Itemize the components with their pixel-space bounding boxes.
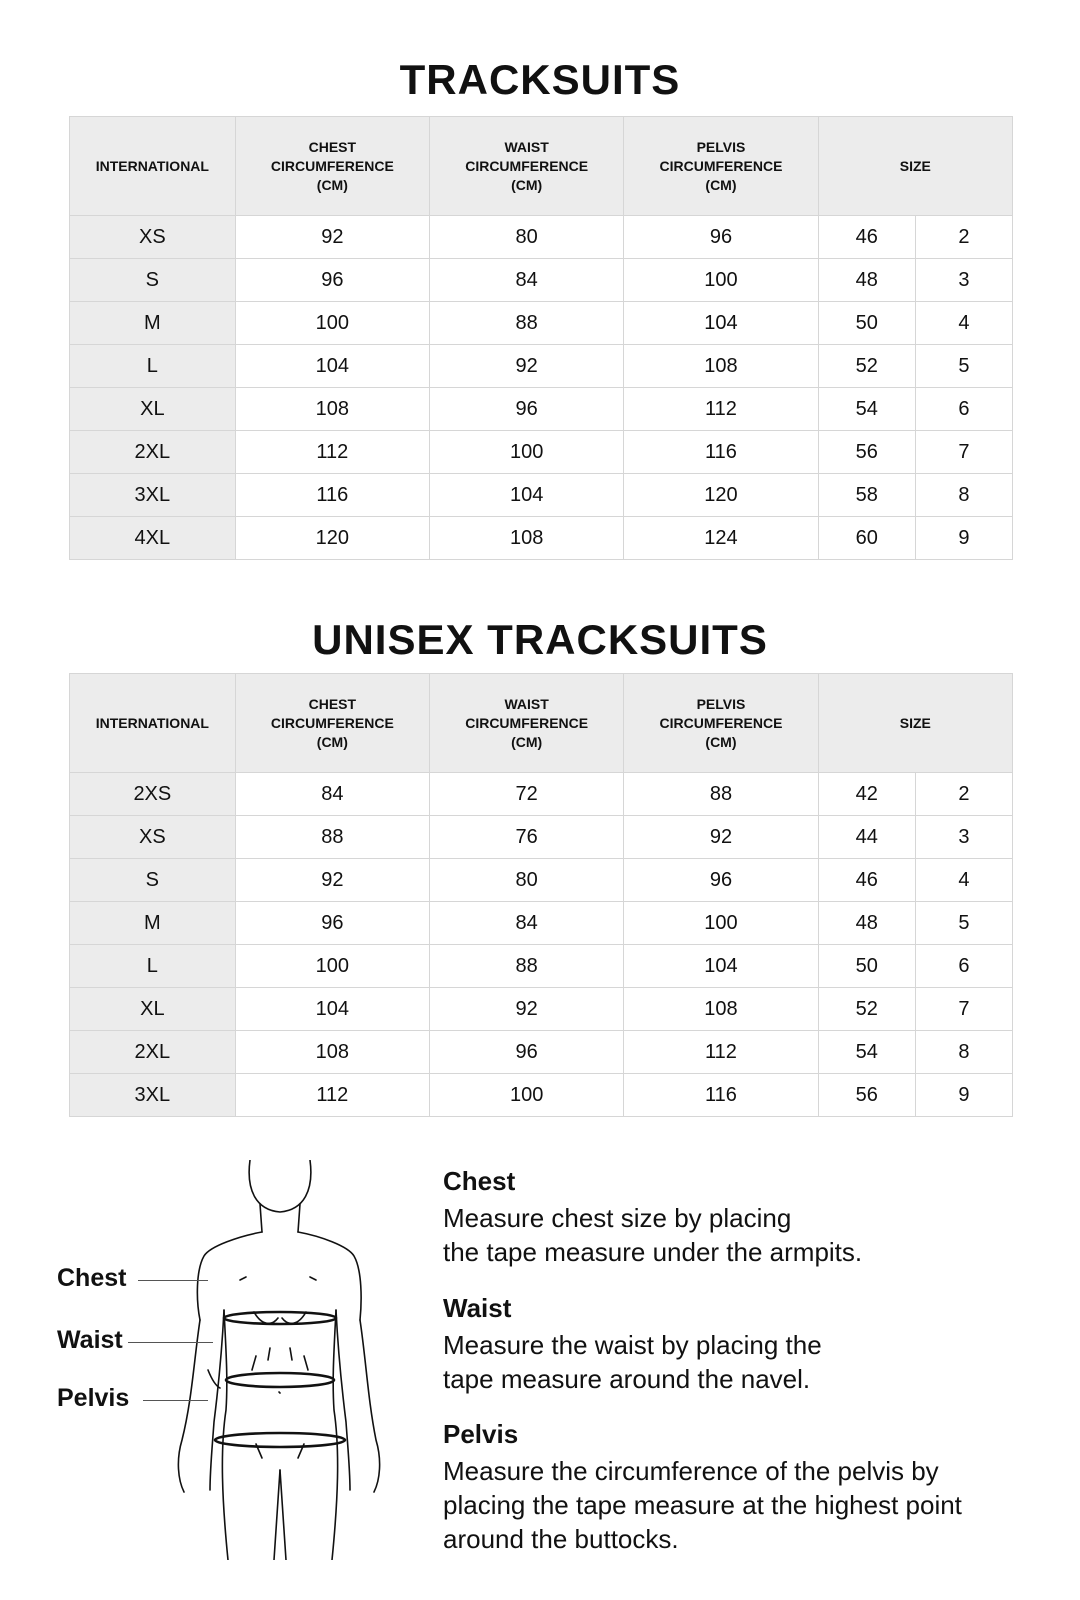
table-row <box>70 259 1013 302</box>
table-header-row <box>70 117 1013 216</box>
table-cell-size-b: 8 <box>915 1031 1012 1074</box>
table-cell-pelvis: 112 <box>624 1031 818 1074</box>
table-cell-chest: 104 <box>235 345 429 388</box>
table-cell-intl: XL <box>70 988 236 1031</box>
table-cell-waist: 72 <box>430 773 624 816</box>
table-cell-size-a: 48 <box>818 259 915 302</box>
table-cell-size-b: 7 <box>915 431 1012 474</box>
table-cell-intl: L <box>70 945 236 988</box>
table-cell-intl: L <box>70 345 236 388</box>
table-cell-pelvis: 88 <box>624 773 818 816</box>
table-row <box>70 945 1013 988</box>
table-cell-size-b: 6 <box>915 388 1012 431</box>
table-cell-chest: 88 <box>235 816 429 859</box>
table-cell-pelvis: 108 <box>624 988 818 1031</box>
table-cell-intl: 2XL <box>70 431 236 474</box>
table-cell-size-a: 54 <box>818 388 915 431</box>
figure-leader-chest <box>138 1280 208 1281</box>
table-cell-pelvis: 112 <box>624 388 818 431</box>
table-cell-waist: 88 <box>430 302 624 345</box>
table-cell-chest: 100 <box>235 302 429 345</box>
table-cell-pelvis: 100 <box>624 902 818 945</box>
table-row <box>70 859 1013 902</box>
figure-leader-waist <box>128 1342 213 1343</box>
table-cell-intl: XS <box>70 216 236 259</box>
table-cell-size-b: 9 <box>915 1074 1012 1117</box>
table-cell-waist: 88 <box>430 945 624 988</box>
table-cell-waist: 108 <box>430 517 624 560</box>
table-cell-chest: 112 <box>235 431 429 474</box>
table-cell-waist: 80 <box>430 216 624 259</box>
table-cell-intl: XS <box>70 816 236 859</box>
table-row <box>70 517 1013 560</box>
figure-label-pelvis: Pelvis <box>57 1384 130 1412</box>
table-cell-size-a: 54 <box>818 1031 915 1074</box>
table-cell-size-a: 42 <box>818 773 915 816</box>
section-title-tracksuits: TRACKSUITS <box>399 56 681 103</box>
table-cell-chest: 92 <box>235 216 429 259</box>
header-pelvis: PELVIS CIRCUMFERENCE (CM) <box>624 117 818 216</box>
table-cell-waist: 76 <box>430 816 624 859</box>
header-international: INTERNATIONAL <box>70 674 236 773</box>
figure-label-chest: Chest <box>57 1264 127 1292</box>
table-cell-waist: 92 <box>430 988 624 1031</box>
header-size: SIZE <box>818 674 1012 773</box>
table-cell-size-a: 56 <box>818 1074 915 1117</box>
guide-chest-text: Measure chest size by placing the tape measure under the armpits. <box>443 1203 863 1267</box>
guide-chest <box>443 1165 1043 1269</box>
table-cell-size-b: 6 <box>915 945 1012 988</box>
table-cell-size-b: 7 <box>915 988 1012 1031</box>
table-cell-waist: 96 <box>430 388 624 431</box>
table-cell-waist: 80 <box>430 859 624 902</box>
table-cell-chest: 96 <box>235 259 429 302</box>
size-table-unisex-tracksuits <box>69 673 1013 1117</box>
table-cell-chest: 96 <box>235 902 429 945</box>
section-title-unisex-tracksuits: UNISEX TRACKSUITS <box>312 616 768 663</box>
guide-pelvis <box>443 1418 1043 1556</box>
header-chest: CHEST CIRCUMFERENCE (CM) <box>235 674 429 773</box>
guide-waist-text: Measure the waist by placing the tape measure around the navel. <box>443 1330 822 1394</box>
header-waist: WAIST CIRCUMFERENCE (CM) <box>430 117 624 216</box>
table-row <box>70 431 1013 474</box>
table-cell-waist: 96 <box>430 1031 624 1074</box>
table-cell-size-a: 58 <box>818 474 915 517</box>
table-cell-pelvis: 116 <box>624 431 818 474</box>
table-cell-intl: 2XS <box>70 773 236 816</box>
table-cell-size-a: 56 <box>818 431 915 474</box>
table-cell-size-b: 2 <box>915 773 1012 816</box>
figure-leader-pelvis <box>143 1400 208 1401</box>
table-row <box>70 302 1013 345</box>
table-cell-size-b: 8 <box>915 474 1012 517</box>
table-cell-chest: 108 <box>235 388 429 431</box>
table-cell-size-a: 44 <box>818 816 915 859</box>
table-row <box>70 816 1013 859</box>
table-cell-pelvis: 120 <box>624 474 818 517</box>
guide-pelvis-text: Measure the circumference of the pelvis by placing the tape measure at the highest point around the buttocks. <box>443 1456 962 1554</box>
table-cell-chest: 100 <box>235 945 429 988</box>
table-cell-size-b: 9 <box>915 517 1012 560</box>
table-row <box>70 773 1013 816</box>
table-cell-size-b: 3 <box>915 816 1012 859</box>
table-cell-chest: 104 <box>235 988 429 1031</box>
table-cell-waist: 92 <box>430 345 624 388</box>
table-cell-chest: 92 <box>235 859 429 902</box>
table-cell-intl: S <box>70 859 236 902</box>
table-cell-pelvis: 116 <box>624 1074 818 1117</box>
table-cell-pelvis: 124 <box>624 517 818 560</box>
table-cell-pelvis: 104 <box>624 945 818 988</box>
header-waist: WAIST CIRCUMFERENCE (CM) <box>430 674 624 773</box>
header-chest: CHEST CIRCUMFERENCE (CM) <box>235 117 429 216</box>
body-outline-icon <box>170 1160 410 1560</box>
table-cell-pelvis: 96 <box>624 859 818 902</box>
table-cell-size-a: 52 <box>818 345 915 388</box>
guide-waist-title: Waist <box>443 1293 512 1323</box>
figure-label-waist: Waist <box>57 1326 123 1354</box>
table-cell-size-b: 4 <box>915 302 1012 345</box>
table-cell-pelvis: 92 <box>624 816 818 859</box>
table-cell-size-b: 3 <box>915 259 1012 302</box>
table-cell-pelvis: 96 <box>624 216 818 259</box>
table-cell-size-a: 48 <box>818 902 915 945</box>
table-cell-pelvis: 104 <box>624 302 818 345</box>
table-cell-waist: 84 <box>430 259 624 302</box>
table-cell-size-a: 60 <box>818 517 915 560</box>
table-cell-size-a: 46 <box>818 859 915 902</box>
size-table-tracksuits <box>69 116 1013 560</box>
table-cell-waist: 100 <box>430 431 624 474</box>
table-cell-intl: XL <box>70 388 236 431</box>
table-cell-size-b: 4 <box>915 859 1012 902</box>
table-cell-waist: 104 <box>430 474 624 517</box>
table-row <box>70 388 1013 431</box>
header-size: SIZE <box>818 117 1012 216</box>
table-cell-size-a: 50 <box>818 302 915 345</box>
guide-waist <box>443 1292 1043 1396</box>
table-cell-size-b: 5 <box>915 345 1012 388</box>
table-cell-waist: 84 <box>430 902 624 945</box>
table-cell-size-a: 46 <box>818 216 915 259</box>
table-cell-intl: 3XL <box>70 474 236 517</box>
header-pelvis: PELVIS CIRCUMFERENCE (CM) <box>624 674 818 773</box>
table-row <box>70 902 1013 945</box>
table-cell-size-b: 5 <box>915 902 1012 945</box>
table-row <box>70 474 1013 517</box>
table-cell-size-b: 2 <box>915 216 1012 259</box>
table-cell-waist: 100 <box>430 1074 624 1117</box>
table-cell-chest: 108 <box>235 1031 429 1074</box>
header-international: INTERNATIONAL <box>70 117 236 216</box>
table-cell-intl: M <box>70 902 236 945</box>
table-cell-intl: 4XL <box>70 517 236 560</box>
table-cell-pelvis: 108 <box>624 345 818 388</box>
table-header-row <box>70 674 1013 773</box>
guide-pelvis-title: Pelvis <box>443 1419 519 1449</box>
table-row <box>70 988 1013 1031</box>
table-cell-intl: 3XL <box>70 1074 236 1117</box>
table-cell-chest: 84 <box>235 773 429 816</box>
table-cell-size-a: 50 <box>818 945 915 988</box>
table-row <box>70 345 1013 388</box>
table-cell-chest: 112 <box>235 1074 429 1117</box>
table-cell-size-a: 52 <box>818 988 915 1031</box>
table-cell-intl: M <box>70 302 236 345</box>
guide-chest-title: Chest <box>443 1166 516 1196</box>
table-cell-chest: 120 <box>235 517 429 560</box>
table-cell-intl: S <box>70 259 236 302</box>
table-row <box>70 1074 1013 1117</box>
table-cell-intl: 2XL <box>70 1031 236 1074</box>
table-cell-chest: 116 <box>235 474 429 517</box>
table-cell-pelvis: 100 <box>624 259 818 302</box>
table-row <box>70 1031 1013 1074</box>
table-row <box>70 216 1013 259</box>
